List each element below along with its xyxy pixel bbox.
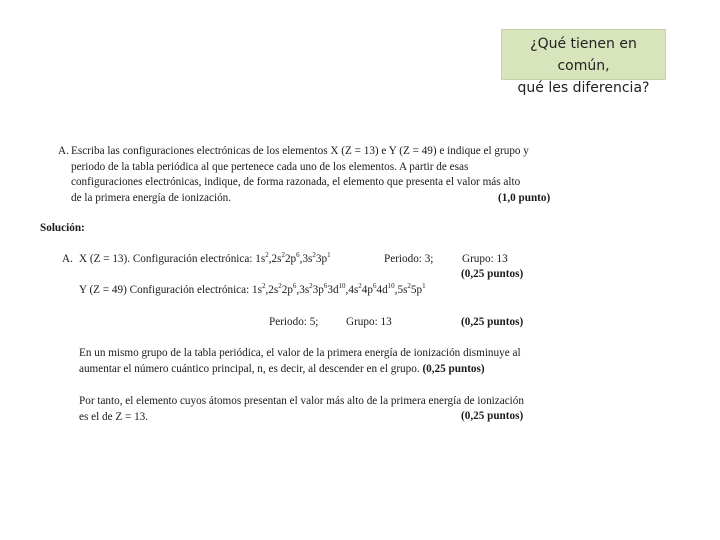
paragraph-line: Por tanto, el elemento cuyos átomos presentan el valor más alto de la primera energía de ionización	[79, 395, 524, 407]
orbital-exponent: 1	[422, 282, 426, 290]
paragraph2-points: (0,25 puntos)	[461, 410, 524, 422]
callout-line-1: ¿Qué tienen en común,	[530, 36, 637, 74]
orbital-exponent: 10	[387, 282, 395, 290]
question-block	[58, 144, 562, 206]
paragraph-line: aumentar el número cuántico principal, n, es decir, al descender en el grupo. (0,25 puntos)	[79, 362, 485, 375]
orbital-term: ,3s	[299, 253, 313, 265]
orbital-exponent: 10	[338, 282, 346, 290]
orbital-exponent: 1	[327, 251, 331, 259]
orbital-term: 2p	[281, 284, 293, 296]
x-periodo: Periodo: 3;	[384, 253, 434, 265]
orbital-exponent: 2	[312, 251, 316, 259]
y-config-line: Y (Z = 49) Configuración electrónica: $1s^2,2s^22p^6,3s^23p^63d^{10},4s^24p^64d^{10},5s^25p^1$	[79, 282, 426, 296]
orbital-exponent: 6	[372, 282, 377, 290]
orbital-exponent: 6	[296, 251, 300, 259]
question-line: periodo de la tabla periódica al que pertenece cada uno de los elementos. A partir de esas	[71, 160, 469, 173]
question-line: configuraciones electrónicas, indique, de forma razonada, el elemento que presenta el valor más alto	[71, 176, 521, 188]
orbital-term: ,2s	[268, 253, 282, 265]
x-electron-config	[255, 253, 330, 265]
question-points: (1,0 punto)	[498, 192, 551, 204]
orbital-term: 5p	[410, 284, 423, 296]
orbital-term: 3p	[312, 284, 324, 296]
orbital-term: ,2s	[265, 284, 279, 296]
question-line: Escriba las configuraciones electrónicas de los elementos X (Z = 13) e Y (Z = 49) e indique el grupo y	[71, 145, 529, 157]
orbital-exponent: 2	[281, 251, 285, 259]
y-grupo: Grupo: 13	[346, 316, 392, 328]
paragraph-line: En un mismo grupo de la tabla periódica, el valor de la primera energía de ionización disminuye al	[79, 347, 521, 359]
orbital-exponent: 6	[292, 282, 297, 290]
orbital-exponent: 2	[261, 282, 266, 290]
orbital-term: 2p	[284, 253, 297, 265]
solution-heading: Solución:	[40, 222, 85, 234]
y-electron-config	[252, 284, 426, 296]
paragraph-line: es el de Z = 13.	[79, 410, 149, 423]
orbital-exponent: 2	[358, 282, 362, 290]
orbital-term: ,5s	[394, 284, 408, 296]
orbital-term: ,3s	[296, 284, 310, 296]
question-line: de la primera energía de ionización.	[71, 191, 232, 204]
orbital-term: ,4s	[345, 284, 359, 296]
orbital-term: 3p	[315, 253, 328, 265]
orbital-term: 1s	[255, 253, 266, 265]
orbital-exponent: 2	[278, 282, 282, 290]
paragraph1-points: (0,25 puntos)	[422, 362, 485, 375]
question-label: A.	[58, 145, 69, 157]
orbital-term: 1s	[252, 284, 262, 296]
orbital-exponent: 2	[309, 282, 313, 290]
y-points: (0,25 puntos)	[461, 316, 524, 328]
explanation-paragraph-1	[79, 346, 563, 377]
x-points: (0,25 puntos)	[461, 268, 524, 280]
x-config-line: X (Z = 13). Configuración electrónica: $1s^2,2s^22p^6,3s^23p^1$	[79, 251, 331, 265]
y-periodo: Periodo: 5;	[269, 316, 319, 328]
x-grupo: Grupo: 13	[462, 253, 508, 265]
orbital-exponent: 2	[407, 282, 411, 290]
orbital-exponent: 2	[265, 251, 269, 259]
orbital-term: 3d	[327, 284, 339, 296]
solution-label: A.	[62, 253, 73, 265]
orbital-exponent: 6	[323, 282, 328, 290]
orbital-term: 4p	[361, 284, 373, 296]
callout-line-2: qué les diferencia?	[517, 80, 650, 96]
orbital-term: 4d	[376, 284, 388, 296]
